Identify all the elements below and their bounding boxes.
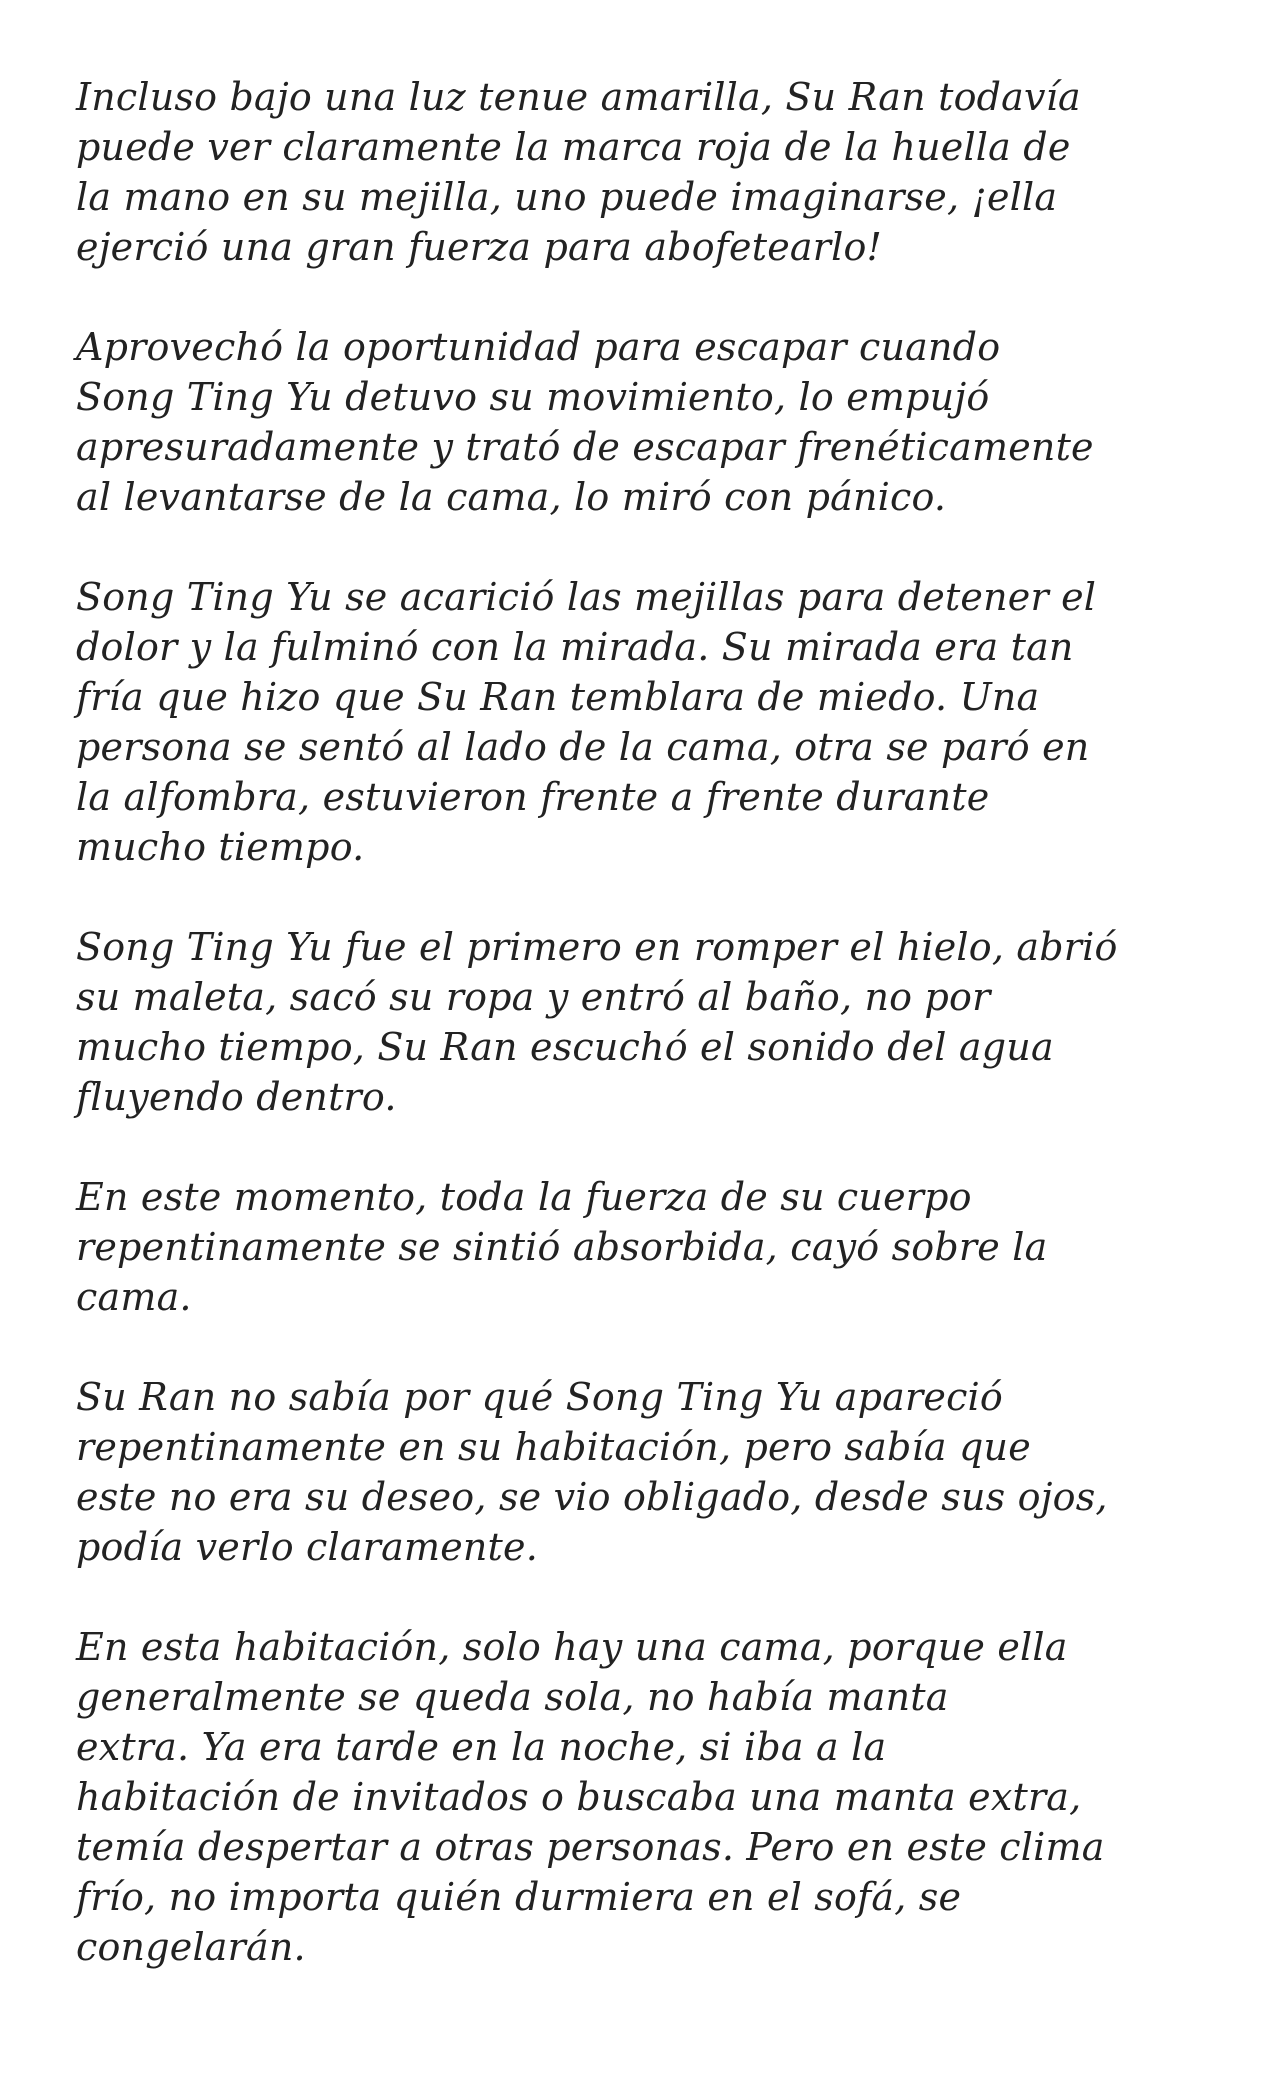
- paragraph-2: [76, 322, 1216, 522]
- text-line: su maleta, sacó su ropa y entró al baño, no por: [76, 975, 991, 1019]
- text-line: En este momento, toda la fuerza de su cuerpo: [76, 1175, 972, 1219]
- paragraph-6: [76, 1372, 1216, 1572]
- text-line: dolor y la fulminó con la mirada. Su mirada era tan: [76, 625, 1074, 669]
- text-line: al levantarse de la cama, lo miró con pánico.: [76, 475, 947, 519]
- text-line: frío, no importa quién durmiera en el sofá, se: [76, 1875, 962, 1919]
- text-line: habitación de invitados o buscaba una manta extra,: [76, 1775, 1082, 1819]
- text-line: congelarán.: [76, 1925, 306, 1969]
- text-line: fluyendo dentro.: [76, 1075, 397, 1119]
- paragraph-5: [76, 1172, 1216, 1322]
- text-line: mucho tiempo.: [76, 825, 365, 869]
- text-line: repentinamente en su habitación, pero sabía que: [76, 1425, 1031, 1469]
- text-line: este no era su deseo, se vio obligado, desde sus ojos,: [76, 1475, 1108, 1519]
- paragraph-1: [76, 72, 1216, 272]
- text-line: Song Ting Yu fue el primero en romper el hielo, abrió: [76, 925, 1118, 969]
- text-line: En esta habitación, solo hay una cama, porque ella: [76, 1625, 1068, 1669]
- paragraph-4: [76, 922, 1216, 1122]
- text-line: cama.: [76, 1275, 192, 1319]
- text-line: Song Ting Yu detuvo su movimiento, lo empujó: [76, 375, 990, 419]
- text-line: Incluso bajo una luz tenue amarilla, Su Ran todavía: [76, 75, 1081, 119]
- text-line: extra. Ya era tarde en la noche, si iba a la: [76, 1725, 887, 1769]
- text-line: Su Ran no sabía por qué Song Ting Yu apareció: [76, 1375, 1003, 1419]
- text-line: repentinamente se sintió absorbida, cayó sobre la: [76, 1225, 1048, 1269]
- paragraph-7: [76, 1622, 1216, 1972]
- text-line: ejerció una gran fuerza para abofetearlo!: [76, 225, 883, 269]
- document-page: [76, 72, 1216, 2022]
- text-line: Song Ting Yu se acarició las mejillas para detener el: [76, 575, 1097, 619]
- text-line: apresuradamente y trató de escapar frenéticamente: [76, 425, 1094, 469]
- text-line: temía despertar a otras personas. Pero en este clima: [76, 1825, 1105, 1869]
- text-line: mucho tiempo, Su Ran escuchó el sonido del agua: [76, 1025, 1054, 1069]
- text-line: persona se sentó al lado de la cama, otra se paró en: [76, 725, 1090, 769]
- paragraph-3: [76, 572, 1216, 872]
- text-line: Aprovechó la oportunidad para escapar cuando: [76, 325, 1001, 369]
- text-line: la mano en su mejilla, uno puede imaginarse, ¡ella: [76, 175, 1058, 219]
- text-line: podía verlo claramente.: [76, 1525, 538, 1569]
- text-line: generalmente se queda sola, no había manta: [76, 1675, 949, 1719]
- text-line: fría que hizo que Su Ran temblara de miedo. Una: [76, 675, 1040, 719]
- text-line: puede ver claramente la marca roja de la huella de: [76, 125, 1071, 169]
- text-line: la alfombra, estuvieron frente a frente durante: [76, 775, 990, 819]
